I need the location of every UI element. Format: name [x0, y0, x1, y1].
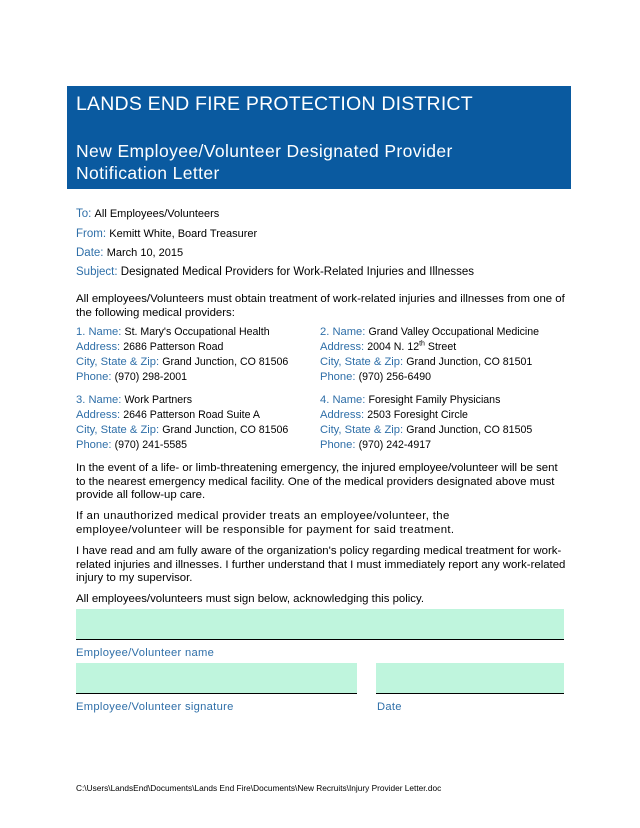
- provider-2-phone: (970) 256-6490: [358, 371, 432, 383]
- provider-3-phone-label: Phone:: [76, 439, 112, 451]
- provider-2: [320, 325, 539, 385]
- memo-to-label: To:: [76, 208, 92, 220]
- provider-4-address-label: Address:: [320, 409, 365, 421]
- provider-2-address: [367, 341, 456, 353]
- provider-3-address: 2646 Patterson Road Suite A: [123, 409, 260, 421]
- memo-from-label: From:: [76, 228, 107, 240]
- memo-date: [76, 247, 183, 259]
- provider-3-city: Grand Junction, CO 81506: [162, 424, 289, 436]
- emergency-paragraph: In the event of a life- or limb-threatening emergency, the injured employee/volunteer will be sent to the nearest emergency medical facility. One of the medical providers designated above must provide all follow-up care.: [76, 462, 558, 501]
- provider-1-address: 2686 Patterson Road: [123, 341, 224, 353]
- provider-1-city-label: City, State & Zip:: [76, 356, 160, 368]
- provider-4-name-label: 4. Name:: [320, 394, 366, 406]
- provider-3: [76, 393, 288, 453]
- provider-2-address-sup: th: [419, 340, 425, 348]
- provider-2-city: Grand Junction, CO 81501: [406, 356, 533, 368]
- provider-4-address: 2503 Foresight Circle: [367, 409, 468, 421]
- provider-4-city: Grand Junction, CO 81505: [406, 424, 533, 436]
- provider-2-address-label: Address:: [320, 341, 365, 353]
- memo-to: [76, 208, 219, 220]
- provider-3-name: Work Partners: [124, 394, 193, 406]
- memo-date-label: Date:: [76, 247, 104, 259]
- sign-instruction: All employees/volunteers must sign below, acknowledging this policy.: [76, 593, 425, 605]
- document-title-line2: Notification Letter: [76, 163, 220, 183]
- provider-2-name-label: 2. Name:: [320, 326, 366, 338]
- provider-4: [320, 393, 532, 453]
- memo-subject-label: Subject:: [76, 266, 118, 278]
- provider-1-phone: (970) 298-2001: [114, 371, 188, 383]
- provider-3-phone: (970) 241-5585: [114, 439, 188, 451]
- provider-4-phone-label: Phone:: [320, 439, 356, 451]
- memo-from-value: Kemitt White, Board Treasurer: [109, 228, 258, 240]
- provider-1: [76, 325, 288, 385]
- provider-3-name-label: 3. Name:: [76, 394, 122, 406]
- employee-signature-field[interactable]: [76, 663, 357, 694]
- document-title: [76, 140, 453, 184]
- memo-from: [76, 228, 257, 240]
- file-path-footer: C:\Users\LandsEnd\Documents\Lands End Fire\Documents\New Recruits\Injury Provider Letter.doc: [76, 783, 442, 793]
- provider-3-address-label: Address:: [76, 409, 121, 421]
- memo-subject-value: Designated Medical Providers for Work-Related Injuries and Illnesses: [120, 266, 475, 278]
- memo-date-value: March 10, 2015: [106, 247, 184, 259]
- provider-1-name: St. Mary's Occupational Health: [124, 326, 270, 338]
- date-caption: Date: [377, 701, 402, 713]
- provider-2-city-label: City, State & Zip:: [320, 356, 404, 368]
- provider-1-address-label: Address:: [76, 341, 121, 353]
- provider-4-city-label: City, State & Zip:: [320, 424, 404, 436]
- unauthorized-paragraph: If an unauthorized medical provider treats an employee/volunteer, the employee/volunteer will be responsible for payment for said treatment.: [76, 510, 455, 536]
- organization-name: LANDS END FIRE PROTECTION DISTRICT: [76, 93, 473, 115]
- provider-3-city-label: City, State & Zip:: [76, 424, 160, 436]
- provider-4-phone: (970) 242-4917: [358, 439, 432, 451]
- provider-2-address-prefix: 2004 N. 12: [367, 341, 420, 353]
- provider-1-name-label: 1. Name:: [76, 326, 122, 338]
- header-banner: [67, 86, 571, 189]
- intro-paragraph: All employees/Volunteers must obtain treatment of work-related injuries and illnesses from one of the following medical providers:: [76, 293, 565, 319]
- employee-name-caption: Employee/Volunteer name: [76, 647, 215, 659]
- acknowledge-paragraph: I have read and am fully aware of the organization's policy regarding medical treatment for work-related injuries and illnesses. I further understand that I must immediately report any work-related injury to my supervisor.: [76, 545, 566, 584]
- date-field[interactable]: [376, 663, 564, 694]
- document-title-line1: New Employee/Volunteer Designated Provider: [76, 141, 453, 161]
- provider-1-phone-label: Phone:: [76, 371, 112, 383]
- provider-2-name: Grand Valley Occupational Medicine: [368, 326, 540, 338]
- employee-name-field[interactable]: [76, 609, 564, 640]
- provider-1-city: Grand Junction, CO 81506: [162, 356, 289, 368]
- memo-subject: [76, 266, 474, 278]
- provider-4-name: Foresight Family Physicians: [368, 394, 501, 406]
- memo-to-value: All Employees/Volunteers: [94, 208, 220, 220]
- provider-2-phone-label: Phone:: [320, 371, 356, 383]
- employee-signature-caption: Employee/Volunteer signature: [76, 701, 234, 713]
- provider-2-address-suffix: Street: [424, 341, 457, 353]
